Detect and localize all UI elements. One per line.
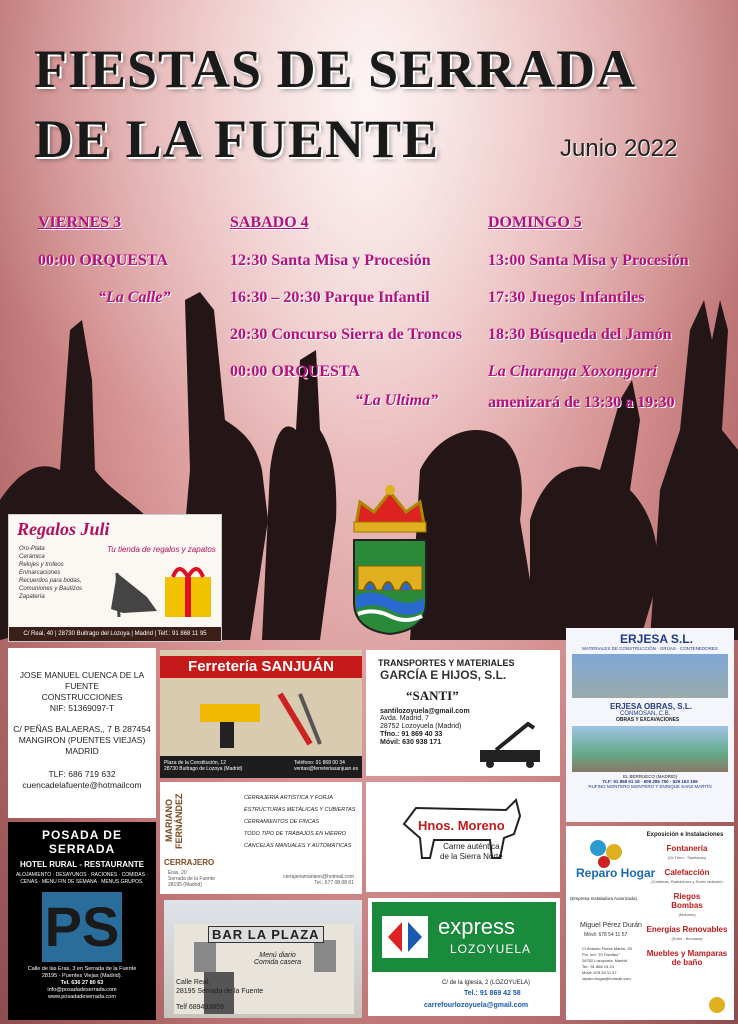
tools-icon [190, 684, 330, 754]
ad-title: GARCÍA E HIJOS, S.L. [380, 668, 507, 682]
excavator-photo [572, 726, 728, 772]
crane-truck-icon [476, 720, 550, 770]
event-line: 16:30 – 20:30 Parque Infantil [230, 289, 430, 306]
service-list: CERRAJERÍA ARTÍSTICA Y FORJA ESTRUCTURAS METÁLICAS Y CUBIERTAS CERRAMIENTOS DE FINCAS TODO TIPO DE TRABAJOS EN HIERRO CANCELAS MANUALES Y AUTOMÁTICAS [244, 795, 356, 849]
event-line: “La Calle” [98, 289, 171, 306]
event-line: La Charanga Xoxongorri [488, 363, 657, 380]
event-line: 12:30 Santa Misa y Procesión [230, 252, 431, 269]
event-line: 00:00 ORQUESTA [230, 363, 360, 380]
program-domingo [488, 214, 733, 429]
ad-slogan: Tu tienda de regalos y zapatos [107, 545, 216, 554]
ad-title: Ferretería SANJUÁN [160, 656, 362, 678]
gift-icon [161, 559, 215, 621]
ad-cuenca: JOSE MANUEL CUENCA DE LA FUENTE CONSTRUCCIONES NIF: 51369097-T C/ PEÑAS BALAERAS,, 7 B 287454 MANGIRON (PUENTES VIEJAS) MADRID TLF: 686 719 632 cuencadelafuente@hotmailcom [8, 648, 156, 818]
coat-of-arms-icon [346, 484, 434, 636]
event-line: 20:30 Concurso Sierra de Troncos [230, 326, 462, 343]
event-line: 00:00 ORQUESTA [38, 252, 168, 269]
poster-title-line1: FIESTAS DE SERRADA [34, 39, 637, 99]
ad-title: Hnos. Moreno [418, 818, 505, 833]
small-logo-icon [706, 994, 728, 1016]
ad-transportes: TRANSPORTES Y MATERIALES GARCÍA E HIJOS, S.L. “SANTI” santilozoyuela@gmail.com Avda. Madrid, 7 28752 Lozoyuela (Madrid) Tfno.: 91 869 40 33 Móvil: 630 938 171 [366, 650, 560, 776]
event-line: 18:30 Búsqueda del Jamón [488, 326, 672, 343]
ad-address: C/ Real, 40 | 28730 Buitrago del Lozoya | Madrid | Telf.: 91 868 11 95 [9, 627, 221, 641]
day-heading: SABADO 4 [230, 214, 309, 231]
ad-title: Regalos Juli [17, 519, 110, 539]
ad-title: express [438, 914, 516, 939]
ad-title: POSADA DE SERRADA [42, 828, 122, 856]
ad-erjesa: ERJESA S.L. MATERIALES DE CONSTRUCCIÓN · GRÚAS · CONTENEDORES ERJESA OBRAS, S.L. CONMOSAN, C.B. OBRAS Y EXCAVACIONES EL BERRUECO (MADRID) TLF: 91 868 61 18 · 609 285 750 · 629 163 169 RUFINO MONTERO MONTERO Y ENRIQUE SANZ MARTÍN [566, 628, 734, 822]
poster-title-line2: DE LA FUENTE [34, 109, 440, 169]
trucks-photo [572, 654, 728, 698]
shoe-icon [107, 559, 161, 621]
ad-reparo: Reparo Hogar (Empresa Instaladora Autorizada) Exposición e Instalaciones Fontanería (Gr.Térm - Sanitarios) Calefacción (Calderas, Radiadores y Suelo radiante) Riegos Bombas (Motores) Energías Renovables (Solar - Biomasa) Muebles y Mamparas de baño Miguel Pérez Durán Móvil: 678 54 11 57 C/ Antonio Flores Martín, 33 Pol. Ind. "El Familiar" 28752 Lozoyuela, Madrid Tel.: 91 868 15 24 Móvil: 678 54 11 57 reparo-hogar@hotmail.com [566, 826, 734, 1020]
ad-title: BAR LA PLAZA [208, 926, 324, 943]
program-sabado [230, 214, 490, 427]
poster-date: Junio 2022 [560, 135, 678, 162]
ad-carrefour-express: express LOZOYUELA C/ de la Iglesia, 2 (LOZOYUELA) Tel.: 91 869 42 58 carrefourlozoyuela@gmail.com [368, 898, 560, 1016]
day-heading: VIERNES 3 [38, 214, 122, 231]
posada-logo: PS [42, 892, 122, 962]
ad-moreno: Hnos. Moreno Carne auténtica de la Sierra Norte [366, 782, 560, 892]
program-viernes [38, 214, 218, 324]
ad-list: Oro-Plata Cerámica Relojes y trofeos Enmarcaciones Recuerdos para bodas, Comuniones y Bautizos Zapatería [19, 546, 83, 600]
ad-cerrajero: MARIANO FERNÁNDEZ CERRAJERO CERRAJERÍA ARTÍSTICA Y FORJA ESTRUCTURAS METÁLICAS Y CUBIERTAS CERRAMIENTOS DE FINCAS TODO TIPO DE TRABAJOS EN HIERRO CANCELAS MANUALES Y AUTOMÁTICAS Eras, 20 Serrada de la Fuente 28195 (Madrid) cerrajeriamariano@hotmail.com Tel.: 677 08 08 61 [160, 782, 362, 894]
day-heading: DOMINGO 5 [488, 214, 582, 231]
carrefour-logo-icon [382, 916, 428, 958]
event-line: “La Ultima” [355, 392, 439, 409]
ad-regalos-juli [8, 514, 222, 642]
ad-posada: POSADA DE SERRADA HOTEL RURAL - RESTAURANTE ALOJAMIENTO · DESAYUNOS · RACIONES · COMIDAS · CENAS · MENU FIN DE SEMANA · MENUS GRUPOS. PS Calle de las Eras, 3 en Serrada de la Fuente 28195 - Puentes Viejas (Madrid). Tel. 636 27 80 63 info@posadadeserrada.com www.posadadeserrada.com [8, 822, 156, 1020]
event-line: amenizará de 13:30 a 19:30 [488, 394, 675, 411]
ad-ferreteria: Ferretería SANJUÁN Plaza de la Constitución, 12 28730 Buitrago de Lozoya (Madrid) Teléfono: 91 868 00 34 ventas@ferreteriasanjuan.es [160, 650, 362, 778]
event-line: 13:00 Santa Misa y Procesión [488, 252, 689, 269]
ad-bar-la-plaza: BAR LA PLAZA Menú diario Comida casera Calle Real, 28195 Serrada de la Fuente Telf 689493859 [164, 900, 362, 1018]
ad-title: ERJESA S.L. [620, 632, 693, 646]
event-line: 17:30 Juegos Infantiles [488, 289, 645, 306]
